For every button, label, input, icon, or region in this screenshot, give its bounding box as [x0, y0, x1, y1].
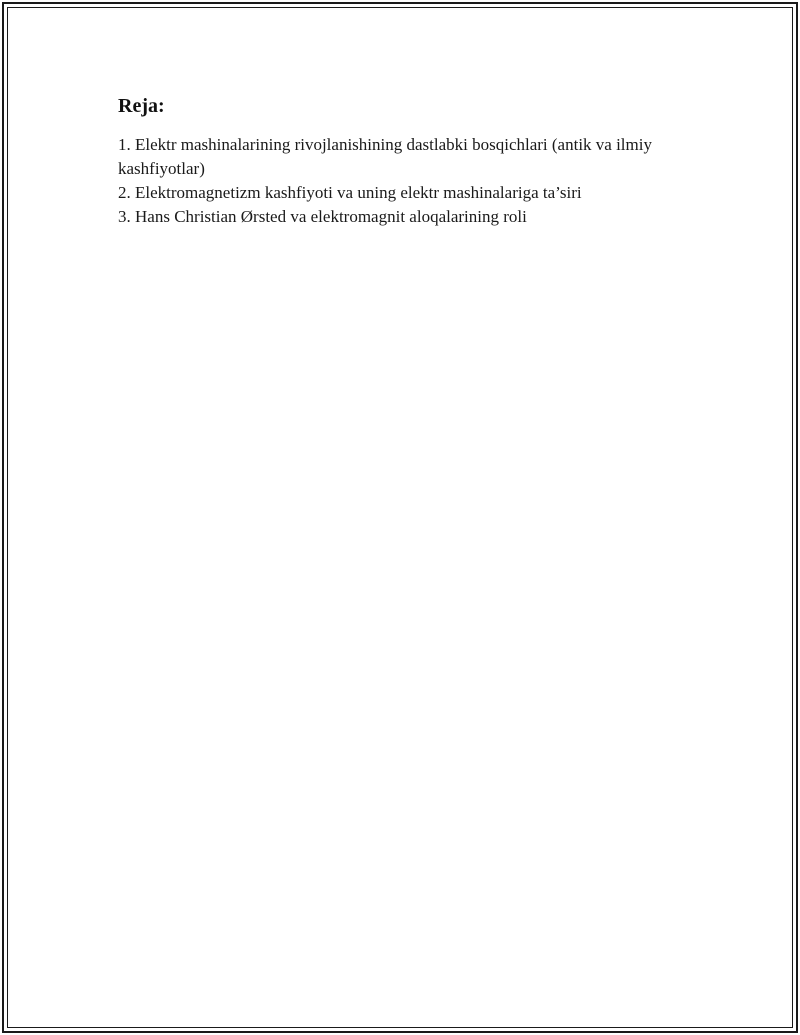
- plan-item-2: 2. Elektromagnetizm kashfiyoti va uning elektr mashinalariga ta’siri: [118, 183, 582, 202]
- plan-list: [118, 133, 678, 229]
- plan-item-1: 1. Elektr mashinalarining rivojlanishining dastlabki bosqichlari (antik va ilmiy kashfiyotlar): [118, 135, 652, 178]
- plan-heading: Reja:: [118, 95, 165, 117]
- plan-item-3: 3. Hans Christian Ørsted va elektromagnit aloqalarining roli: [118, 207, 527, 226]
- document-body: [118, 93, 678, 229]
